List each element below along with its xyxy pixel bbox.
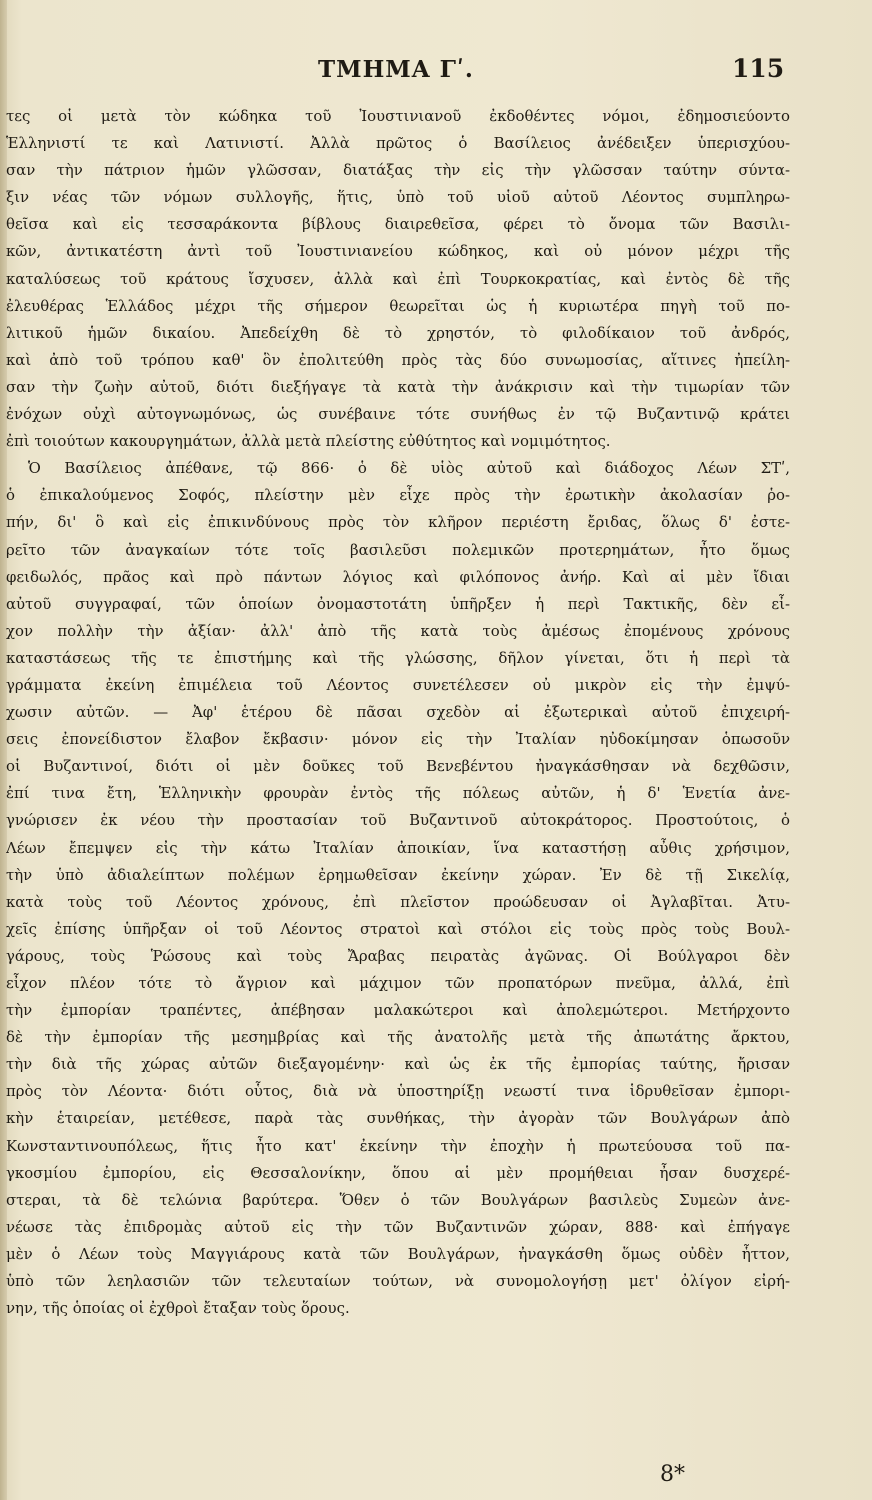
text-line: κὴν ἑταιρείαν, μετέθεσε, παρὰ τὰς συνθήκας, τὴν ἀγορὰν τῶν Βουλγάρων ἀπὸ (6, 1109, 790, 1128)
text-line: οἱ Βυζαντινοί, διότι οἱ μὲν δοῦκες τοῦ Βενεβέντου ἠναγκάσθησαν νὰ δεχθῶσιν, (6, 757, 790, 776)
text-line: φειδωλός, πρᾶος καὶ πρὸ πάντων λόγιος καὶ φιλόπονος ἀνήρ. Καὶ αἱ μὲν ἴδιαι (6, 567, 790, 586)
text-line: ὑπὸ τῶν λεηλασιῶν τῶν τελευταίων τούτων, νὰ συνομολογήσῃ μετ' ὀλίγον εἰρή- (6, 1272, 790, 1291)
text-line: χον πολλὴν τὴν ἀξίαν· ἀλλ' ἀπὸ τῆς κατὰ τοὺς ἀμέσως ἐπομένους χρόνους (6, 621, 790, 640)
text-line: λιτικοῦ ἡμῶν δικαίου. Ἀπεδείχθη δὲ τὸ χρηστόν, τὸ φιλοδίκαιον τοῦ ἀνδρός, (6, 323, 790, 342)
page-header (0, 50, 872, 90)
text-line: Κωνσταντινουπόλεως, ἥτις ἦτο κατ' ἐκείνην τὴν ἐποχὴν ἡ πρωτεύουσα τοῦ πα- (6, 1136, 790, 1155)
text-line: κατὰ τοὺς τοῦ Λέοντος χρόνους, ἐπὶ πλεῖστον προώδευσαν οἱ Ἀγλαβῖται. Ἀτυ- (6, 892, 790, 911)
text-line: γκοσμίου ἐμπορίου, εἰς Θεσσαλονίκην, ὅπου αἱ μὲν προμήθειαι ἦσαν δυσχερέ- (6, 1163, 790, 1182)
text-line: μὲν ὁ Λέων τοὺς Μαγγιάρους κατὰ τῶν Βουλγάρων, ἠναγκάσθη ὅμως οὐδὲν ἧττον, (6, 1244, 790, 1263)
text-line: δὲ τὴν ἐμπορίαν τῆς μεσημβρίας καὶ τῆς ἀνατολῆς μετὰ τῆς ἀπωτάτης ἄρκτου, (6, 1028, 790, 1047)
text-line: καὶ ἀπὸ τοῦ τρόπου καθ' ὃν ἐπολιτεύθη πρὸς τὰς δύο συνωμοσίας, αἵτινες ἠπείλη- (6, 350, 790, 369)
text-line: ρεῖτο τῶν ἀναγκαίων τότε τοῖς βασιλεῦσι πολεμικῶν προτερημάτων, ἦτο ὅμως (6, 540, 790, 559)
text-line: Ὁ Βασίλειος ἀπέθανε, τῷ 866· ὁ δὲ υἱὸς αὐτοῦ καὶ διάδοχος Λέων ΣΤʹ, (28, 459, 790, 478)
text-line: κῶν, ἀντικατέστη ἀντὶ τοῦ Ἰουστινιανείου κώδηκος, καὶ οὐ μόνον μέχρι τῆς (6, 242, 790, 261)
running-title: ΤΜΗΜΑ Γʹ. (318, 56, 474, 83)
text-line: ἐπί τινα ἔτη, Ἑλληνικὴν φρουρὰν ἐντὸς τῆς πόλεως αὐτῶν, ἡ δ' Ἑνετία ἀνε- (6, 784, 790, 803)
text-line: τὴν διὰ τῆς χώρας αὐτῶν διεξαγομένην· καὶ ὡς ἐκ τῆς ἐμπορίας ταύτης, ἤρισαν (6, 1055, 790, 1074)
text-line: χωσιν αὐτῶν. — Ἀφ' ἑτέρου δὲ πᾶσαι σχεδὸν αἱ ἐξωτερικαὶ αὐτοῦ ἐπιχειρή- (6, 703, 790, 722)
text-line: πήν, δι' ὃ καὶ εἰς ἐπικινδύνους πρὸς τὸν κλῆρον περιέστη ἔριδας, ὅλως δ' ἐστε- (6, 513, 790, 532)
text-line: αὐτοῦ συγγραφαί, τῶν ὁποίων ὀνομαστοτάτη ὑπῆρξεν ἡ περὶ Τακτικῆς, δὲν εἶ- (6, 594, 790, 613)
text-line: γνώρισεν ἐκ νέου τὴν προστασίαν τοῦ Βυζαντινοῦ αὐτοκράτορος. Προστούτοις, ὁ (6, 811, 790, 830)
text-line: σαν τὴν πάτριον ἡμῶν γλῶσσαν, διατάξας τὴν εἰς τὴν γλῶσσαν ταύτην σύντα- (6, 161, 790, 180)
text-line: καταστάσεως τῆς τε ἐπιστήμης καὶ τῆς γλώσσης, δῆλον γίνεται, ὅτι ἡ περὶ τὰ (6, 648, 790, 667)
text-line: ἐπὶ τοιούτων κακουργημάτων, ἀλλὰ μετὰ πλείστης εὐθύτητος καὶ νομιμότητος. (6, 432, 611, 451)
text-line: σαν τὴν ζωὴν αὐτοῦ, διότι διεξήγαγε τὰ κατὰ τὴν ἀνάκρισιν καὶ τὴν τιμωρίαν τῶν (6, 377, 790, 396)
text-line: στεραι, τὰ δὲ τελώνια βαρύτερα. Ὅθεν ὁ τῶν Βουλγάρων βασιλεὺς Συμεὼν ἀνε- (6, 1190, 790, 1209)
text-line: χεῖς ἐπίσης ὑπῆρξαν οἱ τοῦ Λέοντος στρατοὶ καὶ στόλοι εἰς τοὺς πρὸς τοὺς Βουλ- (6, 919, 790, 938)
text-line: σεις ἐπονείδιστον ἔλαβον ἔκβασιν· μόνον εἰς τὴν Ἰταλίαν ηὐδοκίμησαν ὁπωσοῦν (6, 730, 790, 749)
text-line: εἶχον πλέον τότε τὸ ἄγριον καὶ μάχιμον τῶν προπατόρων πνεῦμα, ἀλλά, ἐπὶ (6, 974, 790, 992)
text-line: ξιν νέας τῶν νόμων συλλογῆς, ἥτις, ὑπὸ τοῦ υἱοῦ αὐτοῦ Λέοντος συμπληρω- (6, 188, 790, 207)
text-line: θεῖσα καὶ εἰς τεσσαράκοντα βίβλους διαιρεθεῖσα, φέρει τὸ ὄνομα τῶν Βασιλι- (6, 215, 790, 234)
text-line: τὴν ἐμπορίαν τραπέντες, ἀπέβησαν μαλακώτεροι καὶ ἀπολεμώτεροι. Μετήρχοντο (6, 1001, 790, 1020)
signature-mark: 8* (660, 1462, 685, 1487)
text-line: τὴν ὑπὸ ἀδιαλείπτων πολέμων ἐρημωθεῖσαν ἐκείνην χώραν. Ἐν δὲ τῇ Σικελίᾳ, (6, 865, 790, 884)
text-line: νην, τῆς ὁποίας οἱ ἐχθροὶ ἔταξαν τοὺς ὅρους. (6, 1299, 350, 1318)
text-line: γάρους, τοὺς Ῥώσους καὶ τοὺς Ἄραβας πειρατὰς ἀγῶνας. Οἱ Βούλγαροι δὲν (6, 946, 790, 965)
text-line: γράμματα ἐκείνη ἐπιμέλεια τοῦ Λέοντος συνετέλεσεν οὐ μικρὸν εἰς τὴν ἐμψύ- (6, 675, 790, 694)
text-line: νέωσε τὰς ἐπιδρομὰς αὐτοῦ εἰς τὴν τῶν Βυζαντινῶν χώραν, 888· καὶ ἐπήγαγε (6, 1217, 790, 1236)
page-number: 115 (732, 54, 785, 83)
text-line: καταλύσεως τοῦ κράτους ἴσχυσεν, ἀλλὰ καὶ ἐπὶ Τουρκοκρατίας, καὶ ἐντὸς δὲ τῆς (6, 269, 790, 288)
text-line: Λέων ἔπεμψεν εἰς τὴν κάτω Ἰταλίαν ἀποικίαν, ἵνα καταστήσῃ αὖθις χρήσιμον, (6, 838, 790, 857)
text-line: ἐλευθέρας Ἑλλάδος μέχρι τῆς σήμερον θεωρεῖται ὡς ἡ κυριωτέρα πηγὴ τοῦ πο- (6, 296, 790, 315)
text-line: ἐνόχων οὐχὶ αὐτογνωμόνως, ὡς συνέβαινε τότε συνήθως ἐν τῷ Βυζαντινῷ κράτει (6, 405, 790, 424)
text-line: πρὸς τὸν Λέοντα· διότι οὗτος, διὰ νὰ ὑποστηρίξῃ νεωστί τινα ἱδρυθεῖσαν ἐμπορι- (6, 1082, 790, 1101)
text-line: ὁ ἐπικαλούμενος Σοφός, πλείστην μὲν εἶχε πρὸς τὴν ἐρωτικὴν ἀκολασίαν ῥο- (6, 486, 790, 505)
text-line: Ἑλληνιστί τε καὶ Λατινιστί. Ἀλλὰ πρῶτος ὁ Βασίλειος ἀνέδειξεν ὑπερισχύου- (6, 134, 790, 153)
body-text (6, 103, 790, 1322)
text-line: τες οἱ μετὰ τὸν κώδηκα τοῦ Ἰουστινιανοῦ ἐκδοθέντες νόμοι, ἐδημοσιεύοντο (6, 107, 790, 125)
